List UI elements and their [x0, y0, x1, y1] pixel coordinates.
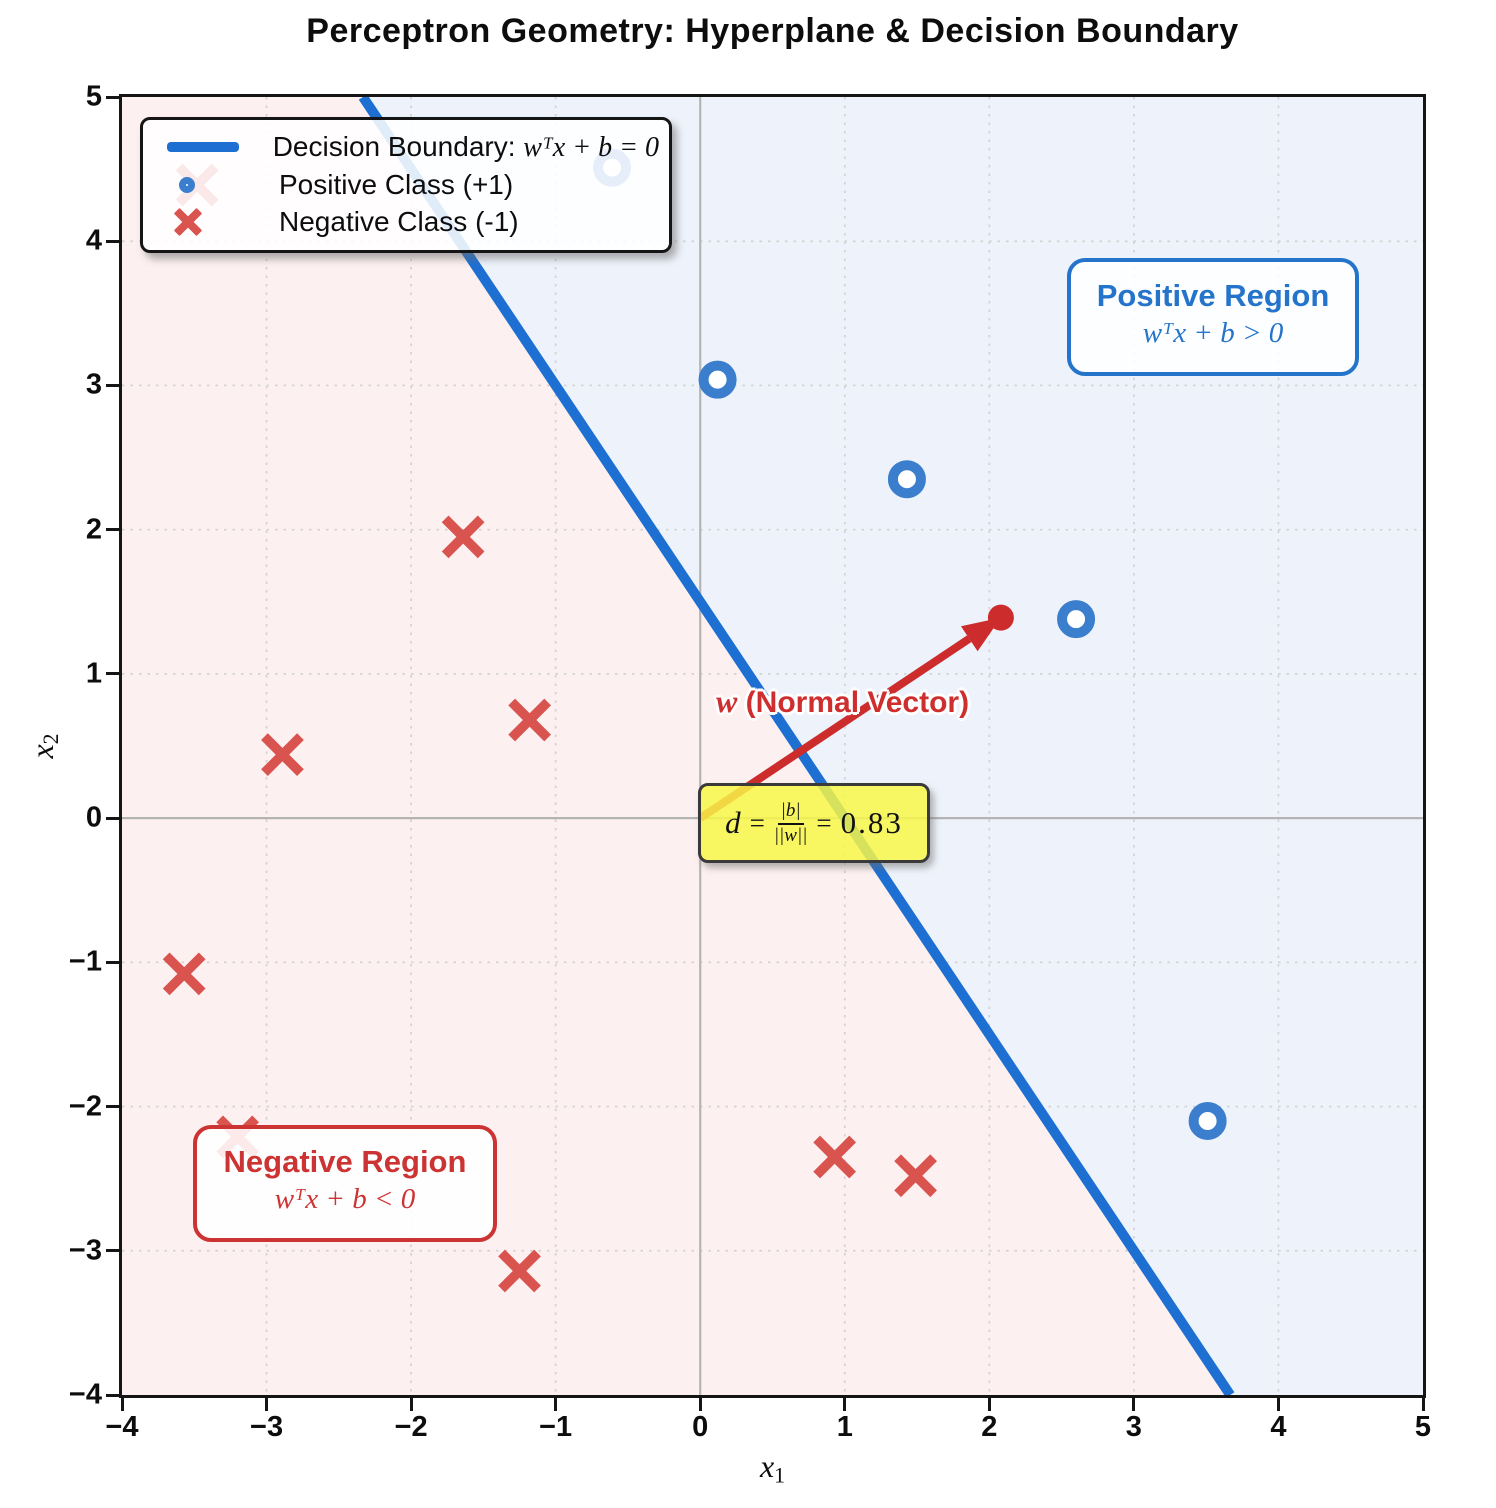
- x-tick-label: −1: [539, 1411, 573, 1443]
- negative-class-swatch-icon: [171, 205, 205, 239]
- positive-region-box: [1067, 258, 1359, 376]
- y-tick-label: 2: [85, 513, 102, 546]
- x-tick-mark: [410, 1398, 413, 1411]
- x-tick-mark: [554, 1398, 557, 1411]
- negative-region-title: Negative Region: [223, 1144, 467, 1179]
- legend-item-decision-boundary: Decision Boundary: wᵀx + b = 0: [167, 131, 659, 164]
- distance-fraction: $\frac{|b|}{||w||}$: [773, 799, 808, 846]
- y-tick-mark: [106, 1249, 119, 1252]
- negative-region-equation: wᵀx + b < 0: [274, 1182, 416, 1215]
- legend: [140, 117, 672, 253]
- x-tick-label: 2: [981, 1411, 998, 1443]
- positive-class-swatch-icon: [179, 177, 195, 193]
- y-tick-label: 1: [85, 657, 102, 690]
- positive-region-equation: wᵀx + b > 0: [1142, 316, 1284, 349]
- y-tick-mark: [106, 384, 119, 387]
- positive-class-point: [1194, 1107, 1222, 1135]
- x-tick-mark: [843, 1398, 846, 1411]
- x-tick-mark: [988, 1398, 991, 1411]
- decision-boundary-swatch-icon: [167, 142, 239, 152]
- y-tick-label: −4: [68, 1378, 102, 1411]
- y-tick-mark: [106, 96, 119, 99]
- chart-title: Perceptron Geometry: Hyperplane & Decision Boundary: [306, 12, 1239, 50]
- x-axis-label: x1: [759, 1448, 786, 1488]
- normal-vector-tip-dot: [988, 605, 1014, 631]
- y-tick-mark: [106, 1105, 119, 1108]
- x-tick-mark: [1422, 1398, 1425, 1411]
- x-tick-label: −4: [105, 1411, 139, 1443]
- legend-item-negative-class: Negative Class (-1): [167, 205, 659, 239]
- x-tick-mark: [265, 1398, 268, 1411]
- x-tick-label: 4: [1270, 1411, 1287, 1443]
- y-tick-label: −3: [68, 1234, 102, 1267]
- x-tick-label: 1: [836, 1411, 853, 1443]
- legend-item-positive-class: Positive Class (+1): [167, 169, 659, 201]
- y-tick-label: 3: [85, 368, 102, 401]
- y-tick-label: −1: [68, 945, 102, 978]
- x-tick-mark: [121, 1398, 124, 1411]
- x-tick-label: 0: [692, 1411, 709, 1443]
- x-tick-label: 5: [1414, 1411, 1432, 1443]
- x-tick-mark: [699, 1398, 702, 1411]
- distance-symbol: d: [725, 805, 741, 840]
- y-tick-mark: [106, 528, 119, 531]
- normal-vector-label: w (Normal Vector): [716, 683, 970, 719]
- y-tick-label: 4: [85, 224, 102, 257]
- y-tick-label: 0: [85, 801, 102, 834]
- y-tick-mark: [106, 240, 119, 243]
- positive-class-point: [893, 465, 921, 493]
- x-tick-label: −2: [394, 1411, 428, 1443]
- y-tick-mark: [106, 1394, 119, 1397]
- positive-region-title: Positive Region: [1096, 278, 1330, 313]
- y-tick-label: 5: [85, 80, 102, 113]
- x-tick-mark: [1132, 1398, 1135, 1411]
- positive-class-point: [704, 366, 732, 394]
- x-tick-label: 3: [1125, 1411, 1142, 1443]
- x-tick-mark: [1277, 1398, 1280, 1411]
- y-tick-mark: [106, 961, 119, 964]
- y-tick-mark: [106, 672, 119, 675]
- y-axis-label: x2: [23, 733, 64, 759]
- distance-annotation-box: d = $\frac{|b|}{||w||}$ = 0.83: [698, 783, 930, 863]
- negative-region-box: [193, 1125, 497, 1242]
- y-tick-mark: [106, 817, 119, 820]
- x-tick-label: −3: [250, 1411, 284, 1443]
- y-tick-label: −2: [68, 1090, 102, 1123]
- plot-area: [122, 97, 1423, 1395]
- positive-class-point: [1062, 605, 1090, 633]
